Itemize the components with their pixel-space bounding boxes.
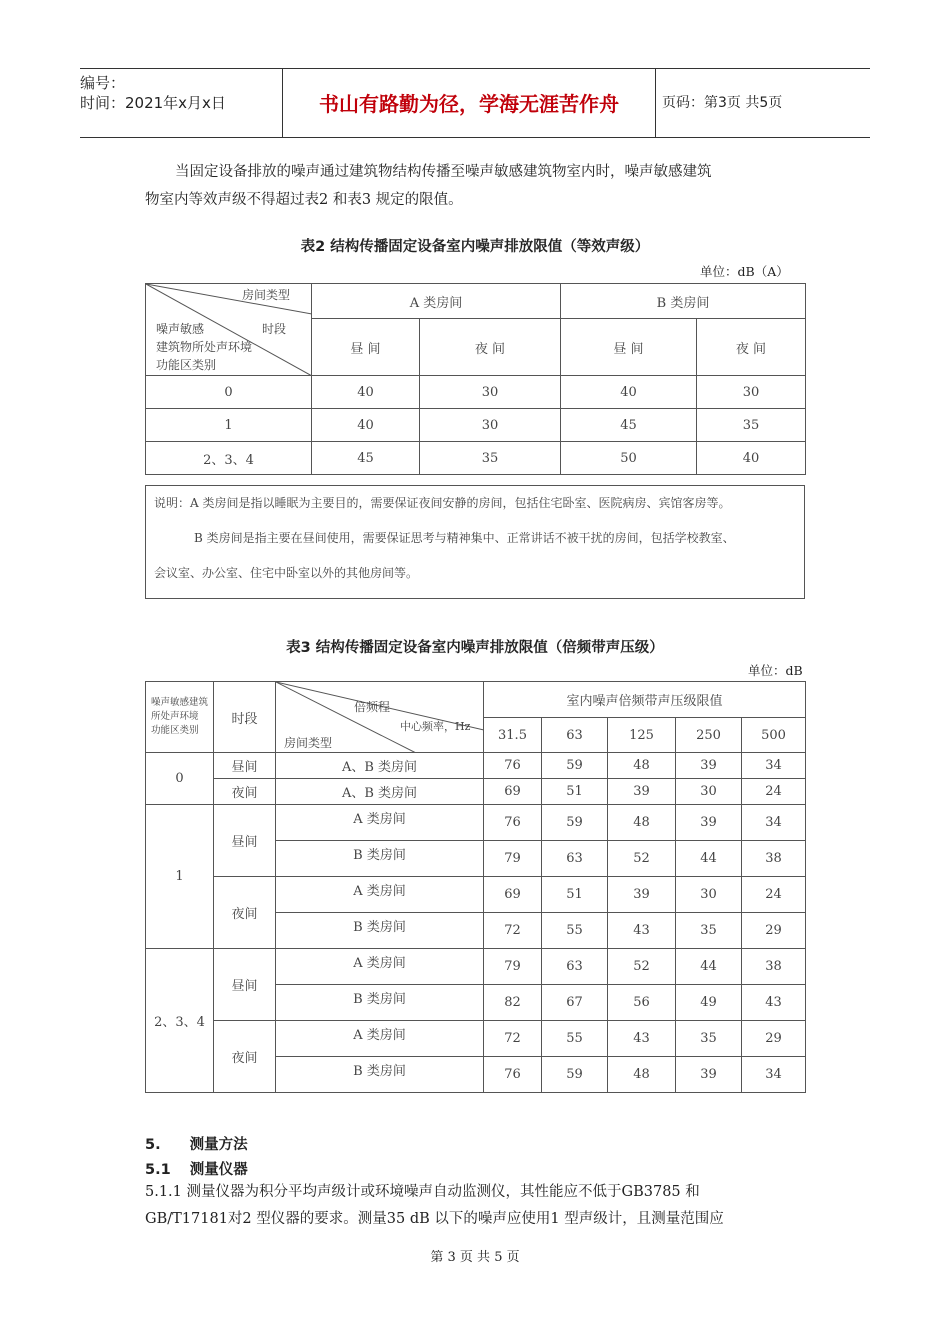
value-cell: 40 [312,409,420,442]
zone-header-line2: 所处声环境 [151,711,199,722]
number-label: 编号： [80,74,126,92]
value-cell: 67 [542,985,608,1021]
value-cell: 55 [542,1021,608,1057]
value-cell: 30 [697,376,806,409]
value-cell: 45 [561,409,697,442]
table-row [146,376,806,409]
value-cell: 34 [742,1057,806,1093]
value-cell: 43 [608,1021,676,1057]
note-line-2: B 类房间是指主要在昼间使用，需要保证思考与精神集中、正常讲话不被干扰的房间，包括学校教室、 [194,531,735,545]
section5-heading [145,1133,248,1154]
freq-header: 63 [542,718,608,753]
zone-header-line3: 功能区类别 [151,725,199,736]
value-cell: 63 [542,949,608,985]
room-cell: A 类房间 [276,1021,484,1057]
value-cell: 69 [484,779,542,805]
value-cell: 59 [542,753,608,779]
table2-note [145,485,805,599]
value-cell: 24 [742,779,806,805]
value-cell: 82 [484,985,542,1021]
value-cell: 49 [676,985,742,1021]
table-row [146,877,806,913]
page-footer: 第 3 页 共 5 页 [430,1250,520,1265]
value-cell: 30 [420,376,561,409]
section5-line-2: GB/T17181对2 型仪器的要求。测量35 dB 以下的噪声应使用1 型声级计，且测量范围应 [145,1211,724,1227]
room-cell: A、B 类房间 [276,753,484,779]
table3-caption: 表3 结构传播固定设备室内噪声排放限值（倍频带声压级） [286,640,664,656]
value-cell: 39 [676,805,742,841]
value-cell: 76 [484,805,542,841]
table2-corner-room: 房间类型 [242,288,291,302]
value-cell: 39 [676,753,742,779]
value-cell: 39 [608,779,676,805]
intro-line-2: 物室内等效声级不得超过表2 和表3 规定的限值。 [145,192,463,208]
table-row [146,442,806,475]
value-cell: 34 [742,805,806,841]
freq-header: 31.5 [484,718,542,753]
value-cell: 51 [542,877,608,913]
table3-unit: 单位：dB [748,663,803,678]
value-cell: 44 [676,949,742,985]
zone-cell: 2、3、4 [146,442,312,475]
value-cell: 35 [697,409,806,442]
table3-band-header: 室内噪声倍频带声压级限值 [484,682,806,718]
value-cell: 30 [676,877,742,913]
page-header [80,68,870,138]
value-cell: 40 [697,442,806,475]
value-cell: 79 [484,949,542,985]
table-row [146,409,806,442]
freq-header: 250 [676,718,742,753]
value-cell: 43 [608,913,676,949]
table2-room-a: A 类房间 [312,284,561,319]
zone-cell: 1 [146,409,312,442]
table2-corner-left1: 噪声敏感 [156,322,205,336]
zone-header-line1: 噪声敏感建筑 [151,697,209,708]
zone-cell: 0 [146,376,312,409]
value-cell: 59 [542,1057,608,1093]
period-cell: 夜间 [214,779,276,805]
diag-mid-label: 中心频率，Hz [400,720,471,733]
value-cell: 39 [676,1057,742,1093]
value-cell: 51 [542,779,608,805]
value-cell: 30 [420,409,561,442]
table-row [146,805,806,841]
value-cell: 69 [484,877,542,913]
value-cell: 56 [608,985,676,1021]
period-cell: 昼间 [214,753,276,779]
diag-top-label: 倍频程 [354,700,391,714]
freq-header: 500 [742,718,806,753]
table-row [146,753,806,779]
freq-header: 125 [608,718,676,753]
section51-title: 测量仪器 [189,1162,248,1178]
value-cell: 35 [420,442,561,475]
value-cell: 79 [484,841,542,877]
value-cell: 76 [484,1057,542,1093]
value-cell: 45 [312,442,420,475]
date-label: 时间：2021年x月x日 [80,94,226,112]
period-cell: 夜间 [214,877,276,949]
value-cell: 52 [608,949,676,985]
period-cell: 夜间 [214,1021,276,1093]
table-row [146,949,806,985]
value-cell: 48 [608,805,676,841]
room-cell: B 类房间 [276,1057,484,1093]
table3 [145,681,806,1093]
table2 [145,283,806,475]
table2-room-b: B 类房间 [561,284,806,319]
value-cell: 38 [742,841,806,877]
section5-title: 测量方法 [189,1137,248,1153]
room-cell: A 类房间 [276,805,484,841]
table3-diag-header [276,682,484,753]
table2-corner-left3: 功能区类别 [156,358,217,372]
note-line-1: 说明：A 类房间是指以睡眠为主要目的，需要保证夜间安静的房间，包括住宅卧室、医院病房、宾馆客房等。 [154,496,731,510]
room-cell: A 类房间 [276,949,484,985]
value-cell: 72 [484,913,542,949]
table2-corner-cell [146,284,312,376]
value-cell: 72 [484,1021,542,1057]
table2-corner-left2: 建筑物所处声环境 [156,340,253,354]
section5-line-1: 5.1.1 测量仪器为积分平均声级计或环境噪声自动监测仪，其性能应不低于GB3785 和 [145,1184,700,1200]
period-cell: 昼间 [214,949,276,1021]
value-cell: 48 [608,1057,676,1093]
section51-heading [145,1158,248,1179]
value-cell: 44 [676,841,742,877]
room-cell: B 类房间 [276,841,484,877]
value-cell: 35 [676,1021,742,1057]
table2-caption: 表2 结构传播固定设备室内噪声排放限值（等效声级） [300,239,650,255]
value-cell: 40 [312,376,420,409]
value-cell: 48 [608,753,676,779]
room-cell: B 类房间 [276,985,484,1021]
table2-b-night: 夜 间 [697,319,806,376]
header-page: 页码：第3页 共5页 [662,95,783,111]
room-cell: B 类房间 [276,913,484,949]
value-cell: 34 [742,753,806,779]
table3-period-header: 时段 [214,682,276,753]
section51-number: 5.1 [145,1162,171,1178]
table2-a-day: 昼 间 [312,319,420,376]
value-cell: 35 [676,913,742,949]
header-motto: 书山有路勤为径，学海无涯苦作舟 [282,69,656,137]
table-row [146,779,806,805]
value-cell: 39 [608,877,676,913]
diag-bottom-label: 房间类型 [284,736,333,750]
value-cell: 29 [742,913,806,949]
value-cell: 38 [742,949,806,985]
value-cell: 59 [542,805,608,841]
value-cell: 30 [676,779,742,805]
value-cell: 76 [484,753,542,779]
table3-zone-header [146,682,214,753]
value-cell: 24 [742,877,806,913]
zone-cell: 0 [146,753,214,805]
period-cell: 昼间 [214,805,276,877]
value-cell: 55 [542,913,608,949]
value-cell: 63 [542,841,608,877]
room-cell: A 类房间 [276,877,484,913]
table-row [146,1021,806,1057]
value-cell: 52 [608,841,676,877]
note-line-3: 会议室、办公室、住宅中卧室以外的其他房间等。 [154,566,419,580]
table2-unit: 单位：dB（A） [700,264,789,279]
value-cell: 29 [742,1021,806,1057]
section5-number: 5. [145,1137,161,1153]
value-cell: 43 [742,985,806,1021]
table2-a-night: 夜 间 [420,319,561,376]
room-cell: A、B 类房间 [276,779,484,805]
value-cell: 40 [561,376,697,409]
zone-cell: 2、3、4 [146,949,214,1093]
intro-line-1: 当固定设备排放的噪声通过建筑物结构传播至噪声敏感建筑物室内时，噪声敏感建筑 [175,164,712,180]
table2-corner-period: 时段 [262,322,287,336]
zone-cell: 1 [146,805,214,949]
table2-b-day: 昼 间 [561,319,697,376]
header-meta [80,69,282,137]
value-cell: 50 [561,442,697,475]
